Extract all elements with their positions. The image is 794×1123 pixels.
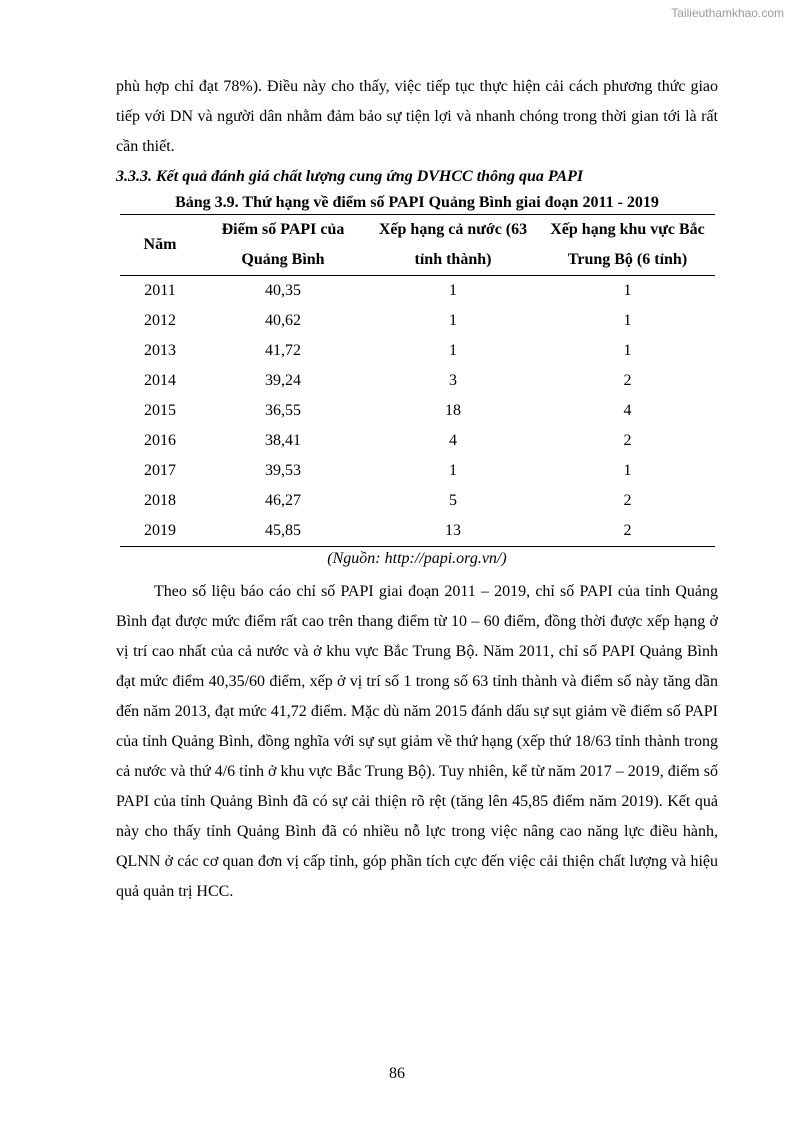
cell-national-rank: 18 xyxy=(445,402,461,419)
header-regional-rank: Xếp hạng khu vực Bắc Trung Bộ (6 tỉnh) xyxy=(540,215,715,276)
cell-year: 2014 xyxy=(144,372,176,389)
header-national-rank: Xếp hạng cả nước (63 tỉnh thành) xyxy=(366,215,540,276)
cell-year: 2012 xyxy=(144,312,176,329)
cell-regional-rank: 2 xyxy=(623,492,632,509)
table-row xyxy=(120,366,715,396)
cell-year: 2013 xyxy=(144,342,176,359)
cell-year: 2016 xyxy=(144,432,176,449)
cell-regional-rank: 2 xyxy=(623,432,632,449)
cell-regional-rank: 1 xyxy=(623,342,632,359)
body-paragraph: Theo số liệu báo cáo chỉ số PAPI giai đoạn 2011 – 2019, chỉ số PAPI của tỉnh Quảng Bình đạt được mức điểm rất cao trên thang điểm từ 10 – 60 điểm, đồng thời được xếp hạng ở vị trí cao nhất của cả nước và ở khu vực Bắc Trung Bộ. Năm 2011, chỉ số PAPI Quảng Bình đạt mức điểm 40,35/60 điểm, xếp ở vị trí số 1 trong số 63 tỉnh thành và điểm số này tăng dần đến năm 2013, đạt mức 41,72 điểm. Mặc dù năm 2015 đánh dấu sự sụt giảm về điểm số PAPI của tỉnh Quảng Bình, đồng nghĩa với sự sụt giảm về thứ hạng (xếp thứ 18/63 tỉnh thành trong cả nước và thứ 4/6 tỉnh ở khu vực Bắc Trung Bộ). Tuy nhiên, kể từ năm 2017 – 2019, điểm số PAPI của tỉnh Quảng Bình đã có sự cải thiện rõ rệt (tăng lên 45,85 điểm năm 2019). Kết quả này cho thấy tỉnh Quảng Bình đã có nhiều nỗ lực trong việc nâng cao năng lực điều hành, QLNN ở các cơ quan đơn vị cấp tỉnh, góp phần tích cực đến việc cải thiện chất lượng và hiệu quả quản trị HCC. xyxy=(116,583,718,900)
cell-regional-rank: 1 xyxy=(623,312,632,329)
cell-national-rank: 4 xyxy=(449,432,457,449)
cell-regional-rank: 1 xyxy=(623,462,632,479)
cell-regional-rank: 2 xyxy=(623,372,632,389)
cell-year: 2017 xyxy=(144,462,176,479)
cell-score: 46,27 xyxy=(265,492,301,509)
cell-regional-rank: 4 xyxy=(623,402,632,419)
table-header xyxy=(120,215,715,276)
header-score: Điểm số PAPI của Quảng Bình xyxy=(200,215,366,276)
table-source: (Nguồn: http://papi.org.vn/) xyxy=(327,550,507,567)
cell-year: 2018 xyxy=(144,492,176,509)
cell-national-rank: 1 xyxy=(449,312,457,329)
cell-regional-rank: 2 xyxy=(540,516,715,547)
cell-score: 39,53 xyxy=(265,462,301,479)
header-year: Năm xyxy=(120,215,200,276)
table-row xyxy=(120,426,715,456)
cell-score: 38,41 xyxy=(265,432,301,449)
document-page xyxy=(116,72,718,907)
cell-national-rank: 1 xyxy=(449,342,457,359)
table-header-row xyxy=(120,215,715,276)
cell-score: 36,55 xyxy=(265,402,301,419)
cell-score: 45,85 xyxy=(200,516,366,547)
cell-score: 40,35 xyxy=(265,282,301,299)
table-caption: Bảng 3.9. Thứ hạng về điểm số PAPI Quảng Bình giai đoạn 2011 - 2019 xyxy=(175,194,659,211)
table-row xyxy=(120,396,715,426)
table-row xyxy=(120,516,715,547)
intro-paragraph: phù hợp chỉ đạt 78%). Điều này cho thấy, việc tiếp tục thực hiện cải cách phương thức giao tiếp với DN và người dân nhằm đảm bảo sự tiện lợi và nhanh chóng trong thời gian tới là rất cần thiết. xyxy=(116,78,718,155)
cell-score: 39,24 xyxy=(265,372,301,389)
cell-regional-rank: 1 xyxy=(623,282,632,299)
cell-year: 2019 xyxy=(120,516,200,547)
page-number: 86 xyxy=(389,1065,405,1082)
table-row xyxy=(120,456,715,486)
cell-national-rank: 1 xyxy=(449,282,457,299)
table-row xyxy=(120,336,715,366)
papi-ranking-table xyxy=(120,214,715,547)
table-row xyxy=(120,276,715,307)
table-row xyxy=(120,486,715,516)
cell-national-rank: 13 xyxy=(366,516,540,547)
cell-national-rank: 3 xyxy=(449,372,457,389)
cell-national-rank: 1 xyxy=(449,462,457,479)
cell-score: 41,72 xyxy=(265,342,301,359)
cell-national-rank: 5 xyxy=(449,492,457,509)
watermark: Tailieuthamkhao.com xyxy=(671,6,784,20)
cell-year: 2015 xyxy=(144,402,176,419)
cell-score: 40,62 xyxy=(265,312,301,329)
table-body xyxy=(120,276,715,547)
section-heading: 3.3.3. Kết quả đánh giá chất lượng cung ứng DVHCC thông qua PAPI xyxy=(116,168,584,185)
table-row xyxy=(120,306,715,336)
cell-year: 2011 xyxy=(144,282,176,299)
